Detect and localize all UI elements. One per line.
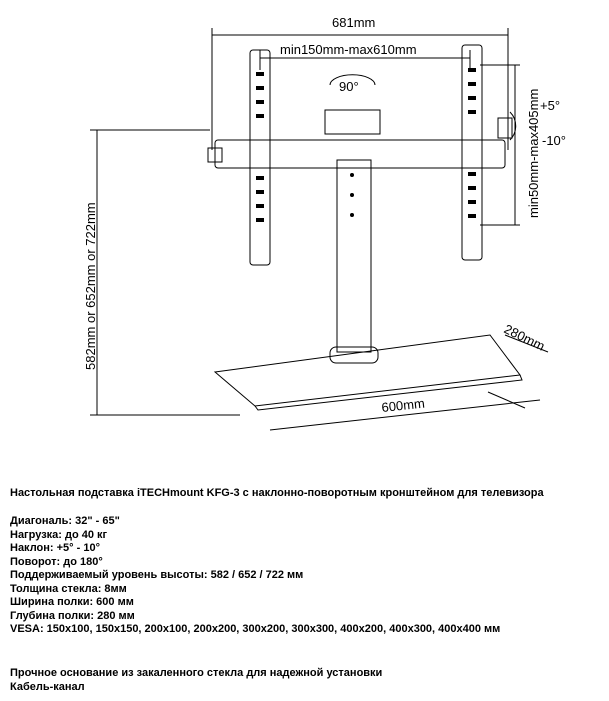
label-vesa-width: min150mm-max610mm (280, 42, 417, 57)
product-title: Настольная подставка iTECHmount KFG-3 с наклонно-поворотным кронштейном для телевизора (10, 487, 544, 499)
feature-list (10, 667, 382, 694)
spec-shelf-width: Ширина полки: 600 мм (10, 596, 134, 608)
label-vesa-height: min50mm-max405mm (526, 88, 541, 218)
label-tilt-up: +5° (540, 98, 561, 113)
spec-height-levels: Поддерживаемый уровень высоты: 582 / 652 / 722 мм (10, 569, 304, 581)
label-height: 582mm or 652mm or 722mm (83, 202, 98, 370)
label-width-top: 681mm (332, 15, 376, 30)
spec-rotation: Поворот: до 180° (10, 555, 103, 568)
label-rotate: 90° (339, 79, 359, 94)
spec-vesa: VESA: 150x100, 150x150, 200x100, 200x200, 300x200, 300x300, 400x200, 400x300, 400x400 мм (10, 623, 501, 635)
label-base-width: 600mm (380, 395, 426, 415)
spec-tilt: Наклон: +5° - 10° (10, 542, 100, 554)
spec-list (10, 515, 500, 637)
spec-load: Нагрузка: до 40 кг (10, 528, 108, 541)
spec-diagonal: Диагональ: 32" - 65" (10, 515, 120, 527)
spec-shelf-depth: Глубина полки: 280 мм (10, 609, 135, 622)
spec-glass-thickness: Толщина стекла: 8мм (10, 582, 127, 595)
feature-glass-base: Прочное основание из закаленного стекла для надежной установки (10, 667, 383, 679)
feature-cable-channel: Кабель-канал (10, 680, 85, 693)
label-tilt-down: -10° (542, 133, 566, 148)
label-depth: 280mm (501, 321, 548, 354)
